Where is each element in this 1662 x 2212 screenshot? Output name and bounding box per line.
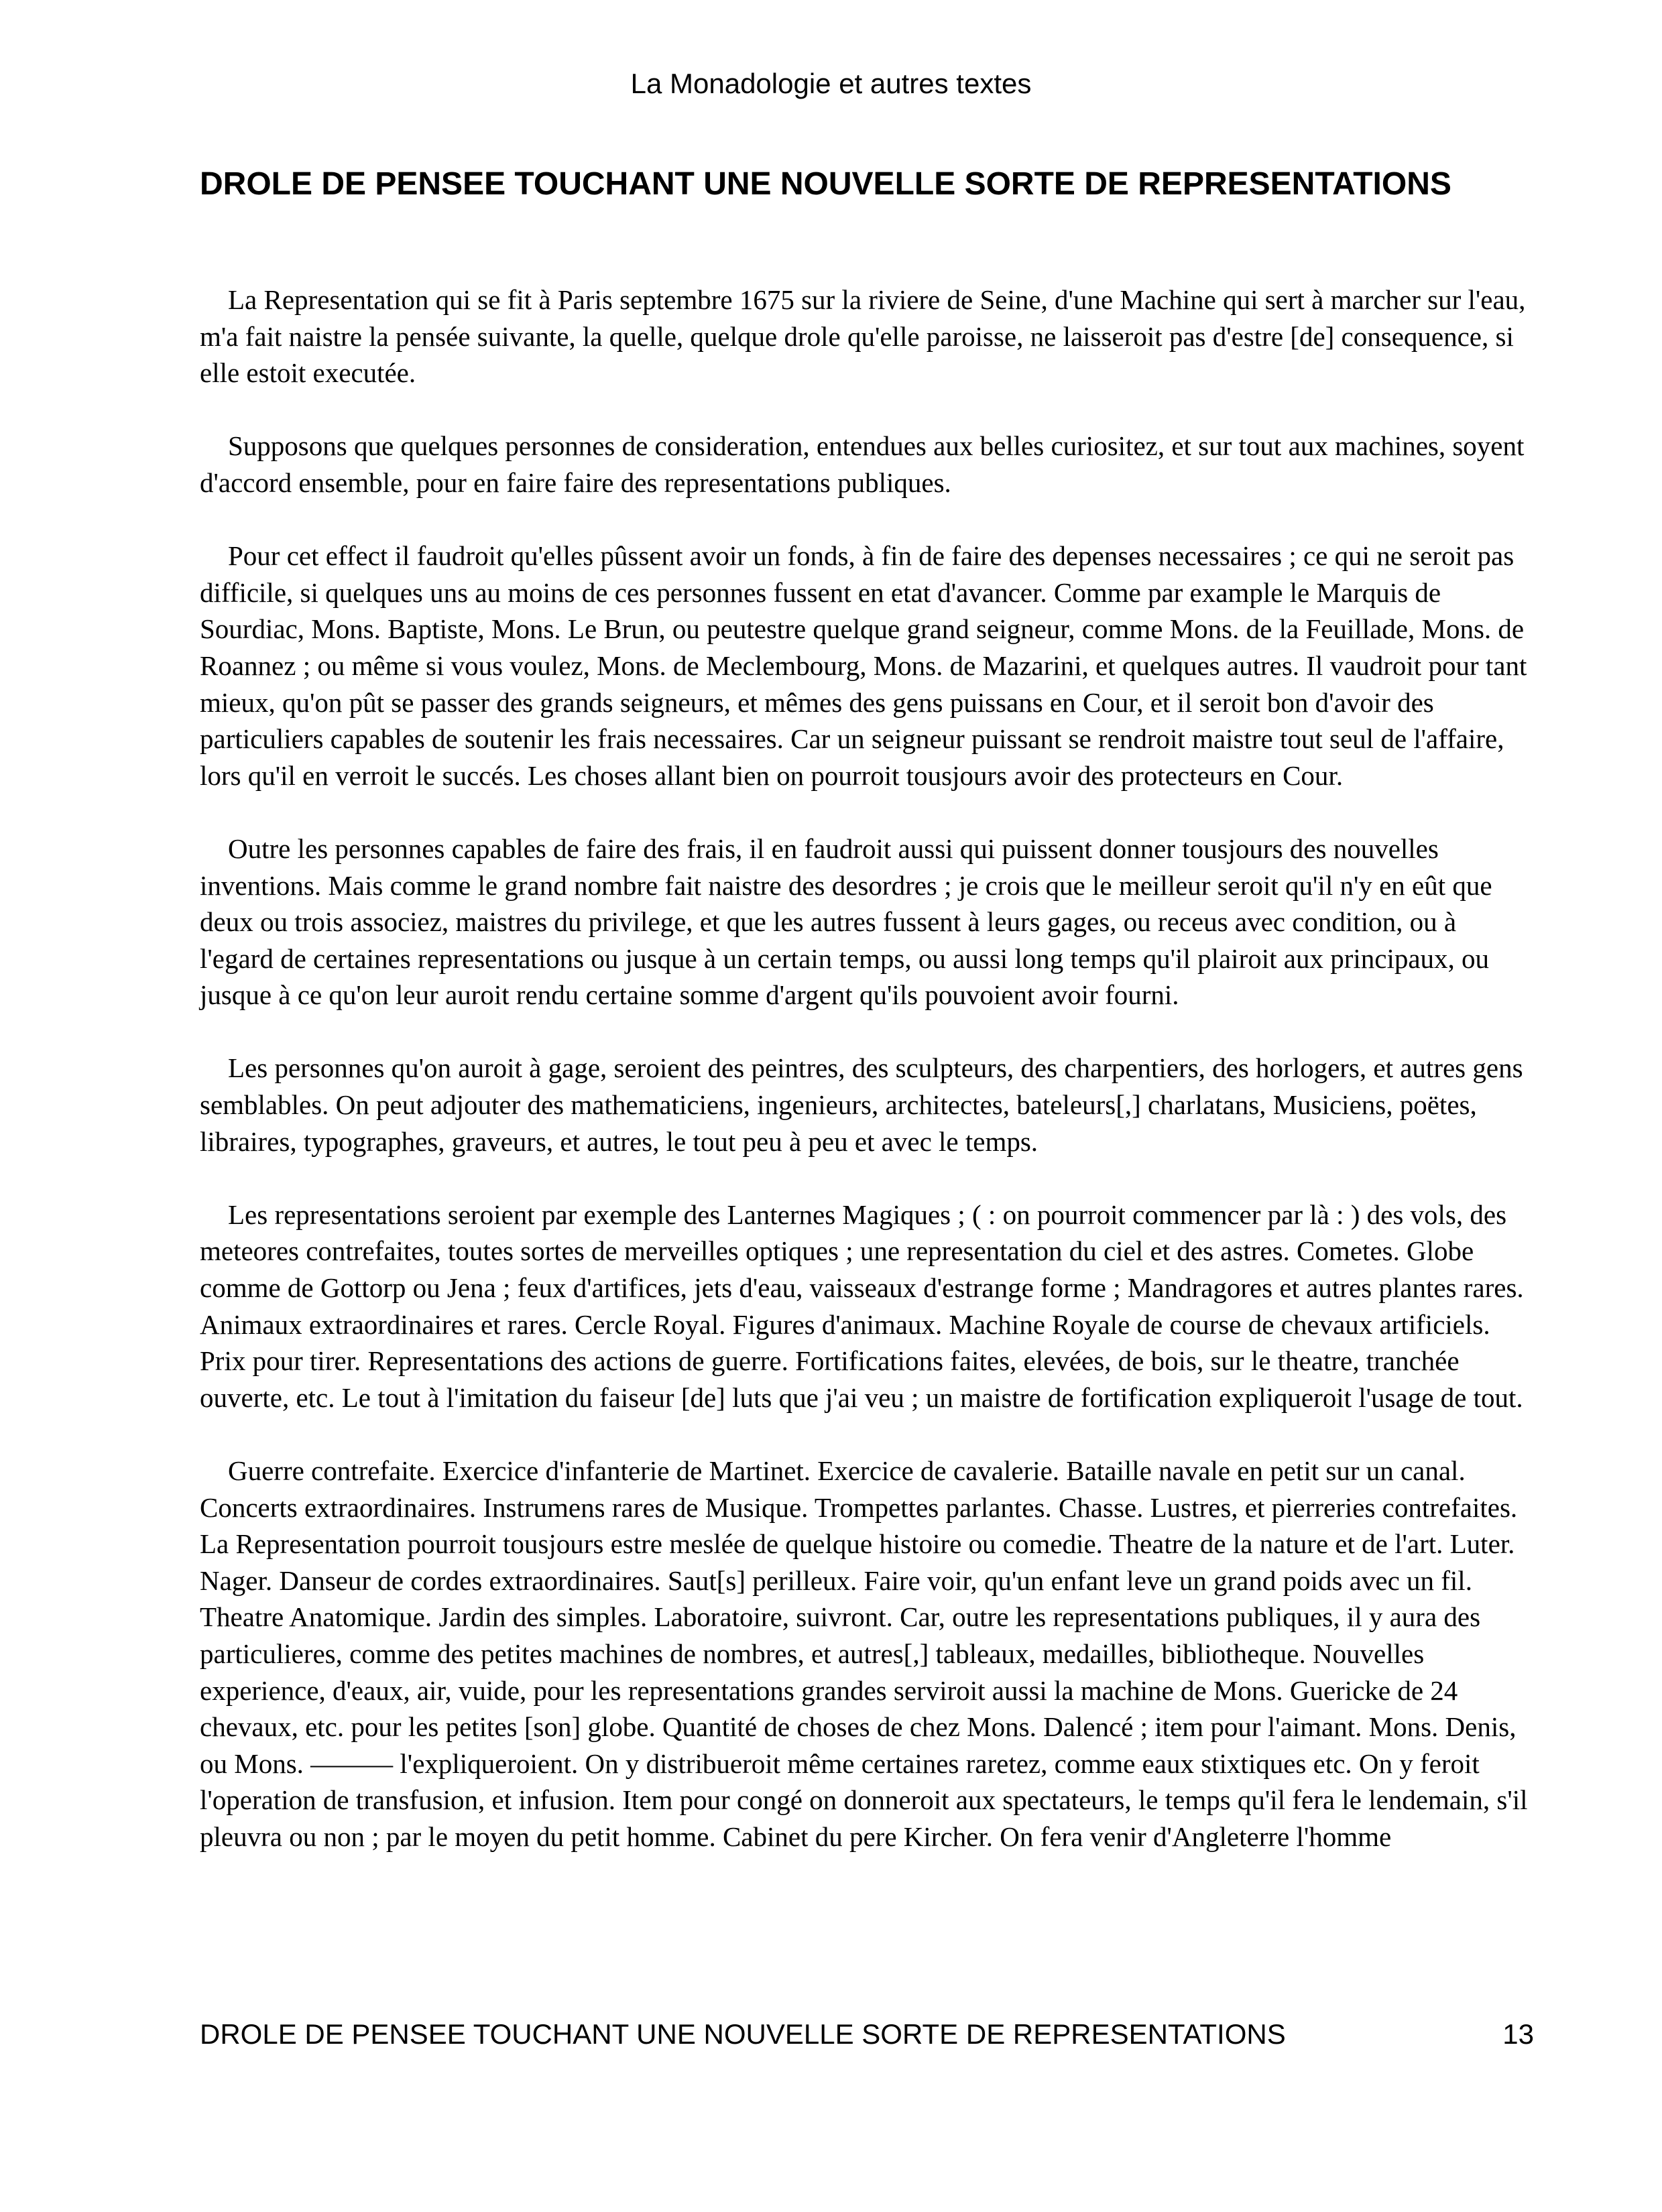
page-number: 13 [1502, 2018, 1534, 2050]
paragraph: Guerre contrefaite. Exercice d'infanterie de Martinet. Exercice de cavalerie. Bataille navale en petit sur un canal. Concerts extraordinaires. Instrumens rares de Musique. Trompettes parlantes. Chasse. Lustres, et pierreries contrefaites. La Representation pourroit tousjours estre meslée de quelque histoire ou comedie. Theatre de la nature et de l'art. Luter. Nager. Danseur de cordes extraordinaires. Saut[s] perilleux. Faire voir, qu'un enfant leve un grand poids avec un fil. Theatre Anatomique. Jardin des simples. Laboratoire, suivront. Car, outre les representations publiques, il y aura des particulieres, comme des petites machines de nombres, et autres[,] tableaux, medailles, bibliotheque. Nouvelles experience, d'eaux, air, vuide, pour les representations grandes serviroit aussi la machine de Mons. Guericke de 24 chevaux, etc. pour les petites [son] globe. Quantité de choses de chez Mons. Dalencé ; item pour l'aimant. Mons. Denis, ou Mons. ——— l'expliqueroient. On y distribueroit même certaines raretez, comme eaux stixtiques etc. On y feroit l'operation de transfusion, et infusion. Item pour congé on donneroit aux spectateurs, le temps qu'il fera le lendemain, s'il pleuvra ou non ; par le moyen du petit homme. Cabinet du pere Kircher. On fera venir d'Angleterre l'homme [200, 1455, 1528, 1852]
chapter-title: DROLE DE PENSEE TOUCHANT UNE NOUVELLE SORTE DE REPRESENTATIONS [200, 166, 1451, 202]
body-text [200, 282, 1534, 1892]
paragraph: Pour cet effect il faudroit qu'elles pûssent avoir un fonds, à fin de faire des depenses necessaires ; ce qui ne seroit pas difficile, si quelques uns au moins de ces personnes fussent en etat d'avancer. Comme par example le Marquis de Sourdiac, Mons. Baptiste, Mons. Le Brun, ou peutestre quelque grand seigneur, comme Mons. de la Feuillade, Mons. de Roannez ; ou même si vous voulez, Mons. de Meclembourg, Mons. de Mazarini, et quelques autres. Il vaudroit pour tant mieux, qu'on pût se passer des grands seigneurs, et mêmes des gens puissans en Cour, et il seroit bon d'avoir des particuliers capables de soutenir les frais necessaires. Car un seigneur puissant se rendroit maistre tout seul de l'affaire, lors qu'il en verroit le succés. Les choses allant bien on pourroit tousjours avoir des protecteurs en Cour. [200, 540, 1527, 791]
running-header: La Monadologie et autres textes [630, 68, 1032, 99]
paragraph: Outre les personnes capables de faire des frais, il en faudroit aussi qui puissent donner tousjours des nouvelles inventions. Mais comme le grand nombre fait naistre des desordres ; je crois que le meilleur seroit qu'il n'y en eût que deux ou trois associez, maistres du privilege, et que les autres fussent à leurs gages, ou receus avec condition, ou à l'egard de certaines representations ou jusque à un certain temps, ou aussi long temps qu'il plairoit aux principaux, ou jusque à ce qu'on leur auroit rendu certaine somme d'argent qu'ils pouvoient avoir fourni. [200, 833, 1492, 1011]
paragraph: Supposons que quelques personnes de consideration, entendues aux belles curiositez, et sur tout aux machines, soyent d'accord ensemble, pour en faire faire des representations publiques. [200, 430, 1525, 498]
footer-chapter-title: DROLE DE PENSEE TOUCHANT UNE NOUVELLE SORTE DE REPRESENTATIONS [200, 2018, 1286, 2050]
paragraph: La Representation qui se fit à Paris septembre 1675 sur la riviere de Seine, d'une Machine qui sert à marcher sur l'eau, m'a fait naistre la pensée suivante, la quelle, quelque drole qu'elle paroisse, ne laisseroit pas d'estre [de] consequence, si elle estoit executée. [200, 284, 1526, 389]
paragraph: Les representations seroient par exemple des Lanternes Magiques ; ( : on pourroit commencer par là : ) des vols, des meteores contrefaites, toutes sortes de merveilles optiques ; une representation du ciel et des astres. Cometes. Globe comme de Gottorp ou Jena ; feux d'artifices, jets d'eau, vaisseaux d'estrange forme ; Mandragores et autres plantes rares. Animaux extraordinaires et rares. Cercle Royal. Figures d'animaux. Machine Royale de course de chevaux artificiels. Prix pour tirer. Representations des actions de guerre. Fortifications faites, elevées, de bois, sur le theatre, tranchée ouverte, etc. Le tout à l'imitation du faiseur [de] luts que j'ai veu ; un maistre de fortification expliqueroit l'usage de tout. [200, 1199, 1524, 1413]
paragraph: Les personnes qu'on auroit à gage, seroient des peintres, des sculpteurs, des charpentiers, des horlogers, et autres gens semblables. On peut adjouter des mathematiciens, ingenieurs, architectes, bateleurs[,] charlatans, Musiciens, poëtes, libraires, typographes, graveurs, et autres, le tout peu à peu et avec le temps. [200, 1052, 1523, 1157]
